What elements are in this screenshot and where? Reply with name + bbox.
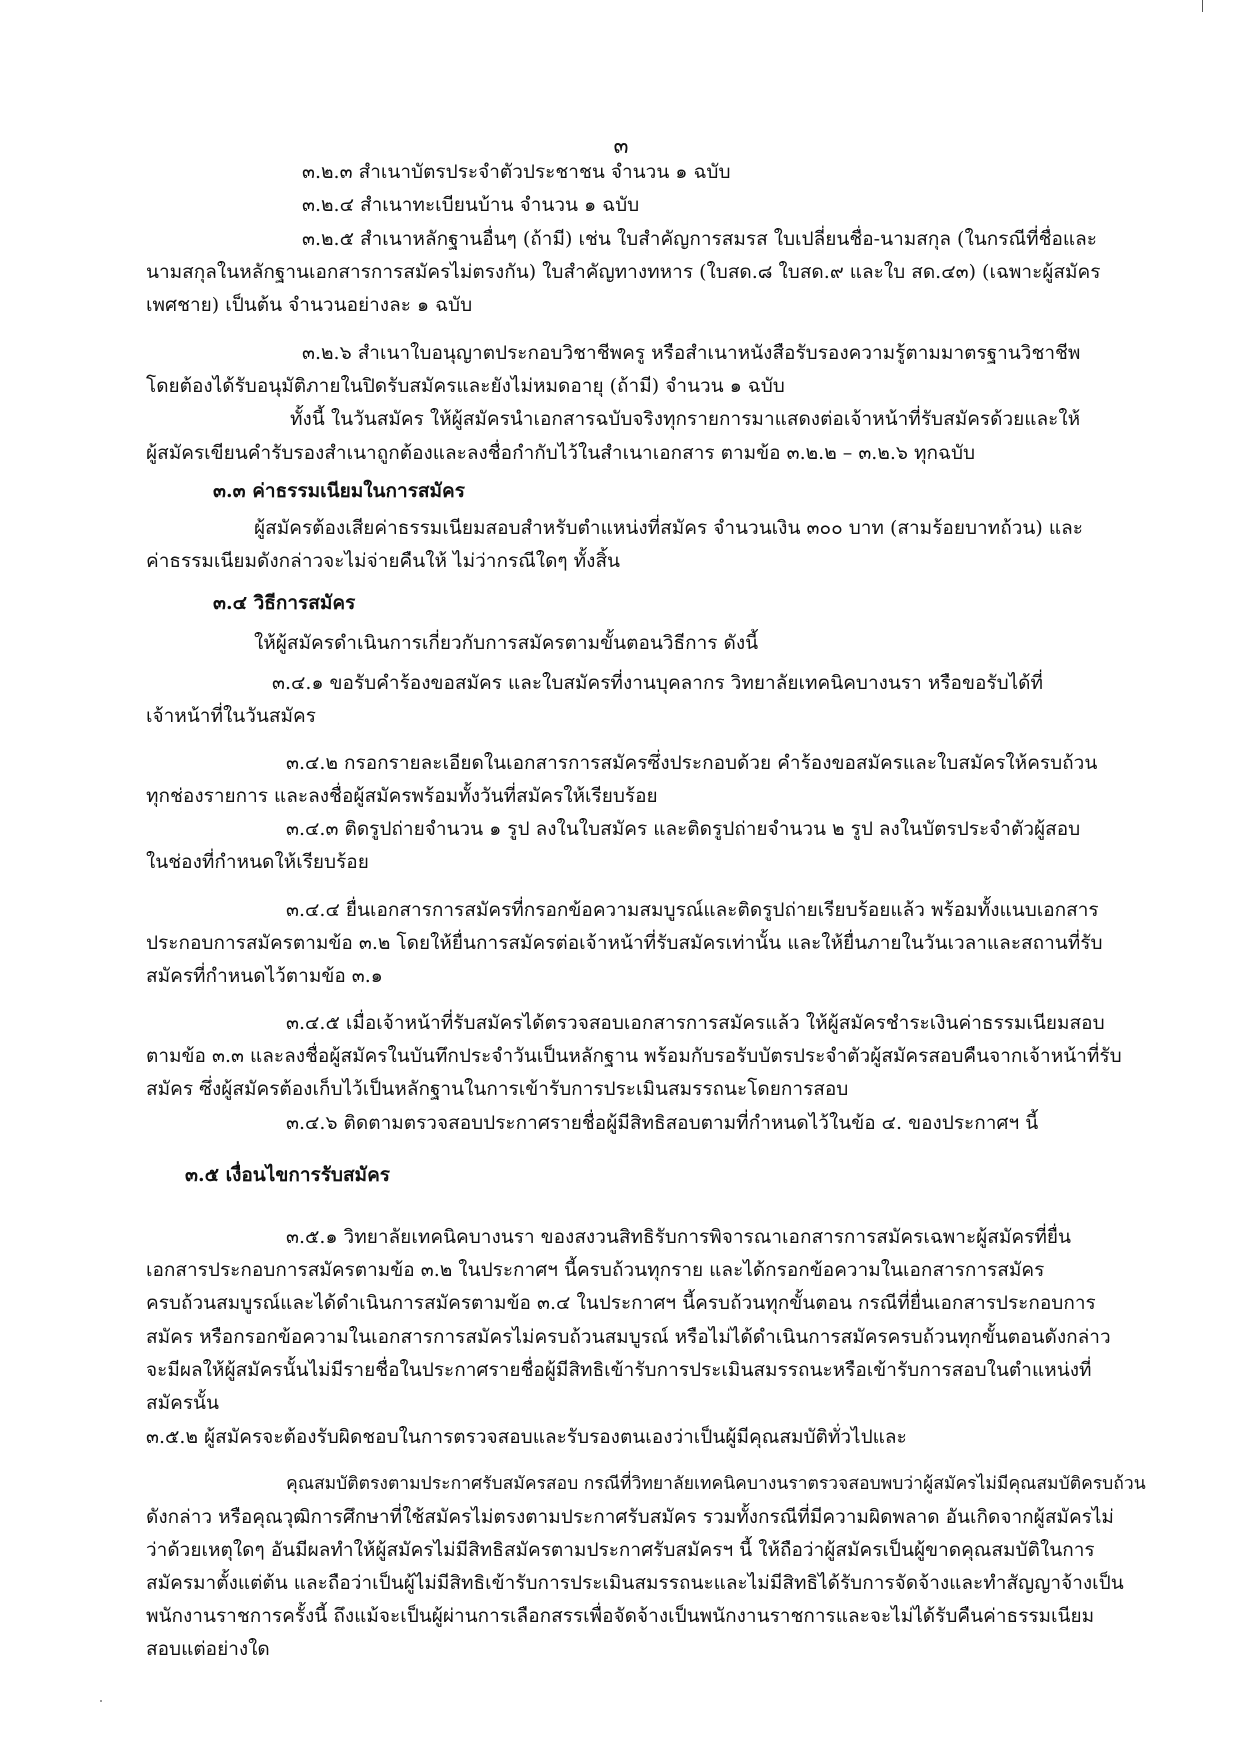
body-line: ครบถ้วนสมบูรณ์และได้ดำเนินการสมัครตามข้อ ๓.๔ ในประกาศฯ นี้ครบถ้วนทุกขั้นตอน กรณีที่ยื่นเอกสารประกอบการ (146, 1292, 1096, 1314)
body-line: ให้ผู้สมัครดำเนินการเกี่ยวกับการสมัครตามขั้นตอนวิธีการ ดังนี้ (254, 632, 759, 654)
body-line: ผู้สมัครต้องเสียค่าธรรมเนียมสอบสำหรับตำแหน่งที่สมัคร จำนวนเงิน ๓๐๐ บาท (สามร้อยบาทถ้วน) และ (254, 517, 1083, 539)
item-3-4-3: ๓.๔.๓ ติดรูปถ่ายจำนวน ๑ รูป ลงในใบสมัคร และติดรูปถ่ายจำนวน ๒ รูป ลงในบัตรประจำตัวผู้สอบ (286, 818, 1081, 840)
scan-speck (100, 1700, 102, 1702)
body-line: ว่าด้วยเหตุใดๆ อันมีผลทำให้ผู้สมัครไม่มีสิทธิสมัครตามประกาศรับสมัครฯ นี้ ให้ถือว่าผู้สมัครเป็นผู้ขาดคุณสมบัติในการ (146, 1539, 1095, 1561)
item-3-4-6: ๓.๔.๖ ติดตามตรวจสอบประกาศรายชื่อผู้มีสิทธิสอบตามที่กำหนดไว้ในข้อ ๔. ของประกาศฯ นี้ (286, 1112, 1039, 1134)
body-line: สมัครมาตั้งแต่ต้น และถือว่าเป็นผู้ไม่มีสิทธิเข้ารับการประเมินสมรรถนะและไม่มีสิทธิได้รับการจัดจ้างและทำสัญญาจ้างเป็น (146, 1572, 1124, 1594)
body-line: ๓.๕.๒ ผู้สมัครจะต้องรับผิดชอบในการตรวจสอบและรับรองตนเองว่าเป็นผู้มีคุณสมบัติทั่วไปและ (146, 1426, 907, 1448)
page-number: ๓ (613, 134, 629, 159)
body-line: โดยต้องได้รับอนุมัติภายในปิดรับสมัครและยังไม่หมดอายุ (ถ้ามี) จำนวน ๑ ฉบับ (146, 375, 785, 397)
body-line: ตามข้อ ๓.๓ และลงชื่อผู้สมัครในบันทึกประจำวันเป็นหลักฐาน พร้อมกับรอรับบัตรประจำตัวผู้สมัครสอบคืนจากเจ้าหน้าที่รับ (146, 1045, 1122, 1067)
body-line: ดังกล่าว หรือคุณวุฒิการศึกษาที่ใช้สมัครไม่ตรงตามประกาศรับสมัคร รวมทั้งกรณีที่มีความผิดพลาด อันเกิดจากผู้สมัครไม่ (146, 1506, 1114, 1528)
section-heading-3-5: ๓.๕ เงื่อนไขการรับสมัคร (185, 1164, 390, 1186)
body-line: ทุกช่องรายการ และลงชื่อผู้สมัครพร้อมทั้งวันที่สมัครให้เรียบร้อย (146, 785, 658, 807)
item-3-5-2: คุณสมบัติตรงตามประกาศรับสมัครสอบ กรณีที่วิทยาลัยเทคนิคบางนราตรวจสอบพบว่าผู้สมัครไม่มีคุณสมบัติครบถ้วน (286, 1474, 1146, 1494)
item-3-5-1: ๓.๕.๑ วิทยาลัยเทคนิคบางนรา ของสงวนสิทธิรับการพิจารณาเอกสารการสมัครเฉพาะผู้สมัครที่ยื่น (286, 1226, 1071, 1248)
item-3-4-2: ๓.๔.๒ กรอกรายละเอียดในเอกสารการสมัครซึ่งประกอบด้วย คำร้องขอสมัครและใบสมัครให้ครบถ้วน (286, 752, 1098, 774)
body-line: เจ้าหน้าที่ในวันสมัคร (146, 705, 316, 727)
body-line: ในช่องที่กำหนดให้เรียบร้อย (146, 851, 369, 873)
section-heading-3-4: ๓.๔ วิธีการสมัคร (213, 592, 356, 614)
body-line: นามสกุลในหลักฐานเอกสารการสมัครไม่ตรงกัน) ใบสำคัญทางทหาร (ใบสด.๘ ใบสด.๙ และใบ สด.๔๓) (เฉพาะผู้สมัคร (146, 261, 1101, 283)
body-line: เอกสารประกอบการสมัครตามข้อ ๓.๒ ในประกาศฯ นี้ครบถ้วนทุกราย และได้กรอกข้อความในเอกสารการสมัคร (146, 1259, 1045, 1281)
item-3-2-6: ๓.๒.๖ สำเนาใบอนุญาตประกอบวิชาชีพครู หรือสำเนาหนังสือรับรองความรู้ตามมาตรฐานวิชาชีพ (302, 342, 1081, 364)
body-line: สมัครที่กำหนดไว้ตามข้อ ๓.๑ (146, 965, 383, 987)
body-line: ประกอบการสมัครตามข้อ ๓.๒ โดยให้ยื่นการสมัครต่อเจ้าหน้าที่รับสมัครเท่านั้น และให้ยื่นภายในวันเวลาและสถานที่รับ (146, 932, 1103, 954)
scan-mark (1202, 0, 1203, 12)
section-heading-3-3: ๓.๓ ค่าธรรมเนียมในการสมัคร (213, 480, 465, 502)
body-line: สมัคร หรือกรอกข้อความในเอกสารการสมัครไม่ครบถ้วนสมบูรณ์ หรือไม่ได้ดำเนินการสมัครครบถ้วนทุกขั้นตอนดังกล่าว (146, 1326, 1111, 1348)
body-line: สมัครนั้น (146, 1392, 220, 1414)
item-3-2-5: ๓.๒.๕ สำเนาหลักฐานอื่นๆ (ถ้ามี) เช่น ใบสำคัญการสมรส ใบเปลี่ยนชื่อ-นามสกุล (ในกรณีที่ชื่อและ (302, 228, 1097, 250)
item-3-2-4: ๓.๒.๔ สำเนาทะเบียนบ้าน จำนวน ๑ ฉบับ (302, 194, 640, 216)
body-line: พนักงานราชการครั้งนี้ ถึงแม้จะเป็นผู้ผ่านการเลือกสรรเพื่อจัดจ้างเป็นพนักงานราชการและจะไม่ได้รับคืนค่าธรรมเนียม (146, 1605, 1095, 1627)
body-line: จะมีผลให้ผู้สมัครนั้นไม่มีรายชื่อในประกาศรายชื่อผู้มีสิทธิเข้ารับการประเมินสมรรถนะหรือเข้ารับการสอบในตำแหน่งที่ (146, 1359, 1092, 1381)
body-line: ทั้งนี้ ในวันสมัคร ให้ผู้สมัครนำเอกสารฉบับจริงทุกรายการมาแสดงต่อเจ้าหน้าที่รับสมัครด้วยและให้ (290, 408, 1081, 430)
item-3-2-3: ๓.๒.๓ สำเนาบัตรประจำตัวประชาชน จำนวน ๑ ฉบับ (302, 161, 731, 183)
item-3-4-4: ๓.๔.๔ ยื่นเอกสารการสมัครที่กรอกข้อความสมบูรณ์และติดรูปถ่ายเรียบร้อยแล้ว พร้อมทั้งแนบเอกสาร (286, 899, 1099, 921)
body-line: สมัคร ซึ่งผู้สมัครต้องเก็บไว้เป็นหลักฐานในการเข้ารับการประเมินสมรรถนะโดยการสอบ (146, 1078, 849, 1100)
body-line: ผู้สมัครเขียนคำรับรองสำเนาถูกต้องและลงชื่อกำกับไว้ในสำเนาเอกสาร ตามข้อ ๓.๒.๒ – ๓.๒.๖ ทุกฉบับ (146, 442, 976, 464)
item-3-4-1: ๓.๔.๑ ขอรับคำร้องขอสมัคร และใบสมัครที่งานบุคลากร วิทยาลัยเทคนิคบางนรา หรือขอรับได้ที่ (272, 672, 1044, 694)
body-line: เพศชาย) เป็นต้น จำนวนอย่างละ ๑ ฉบับ (146, 294, 473, 316)
body-line: ค่าธรรมเนียมดังกล่าวจะไม่จ่ายคืนให้ ไม่ว่ากรณีใดๆ ทั้งสิ้น (146, 550, 621, 572)
item-3-4-5: ๓.๔.๕ เมื่อเจ้าหน้าที่รับสมัครได้ตรวจสอบเอกสารการสมัครแล้ว ให้ผู้สมัครชำระเงินค่าธรรมเนียมสอบ (286, 1012, 1105, 1034)
body-line: สอบแต่อย่างใด (146, 1638, 270, 1660)
